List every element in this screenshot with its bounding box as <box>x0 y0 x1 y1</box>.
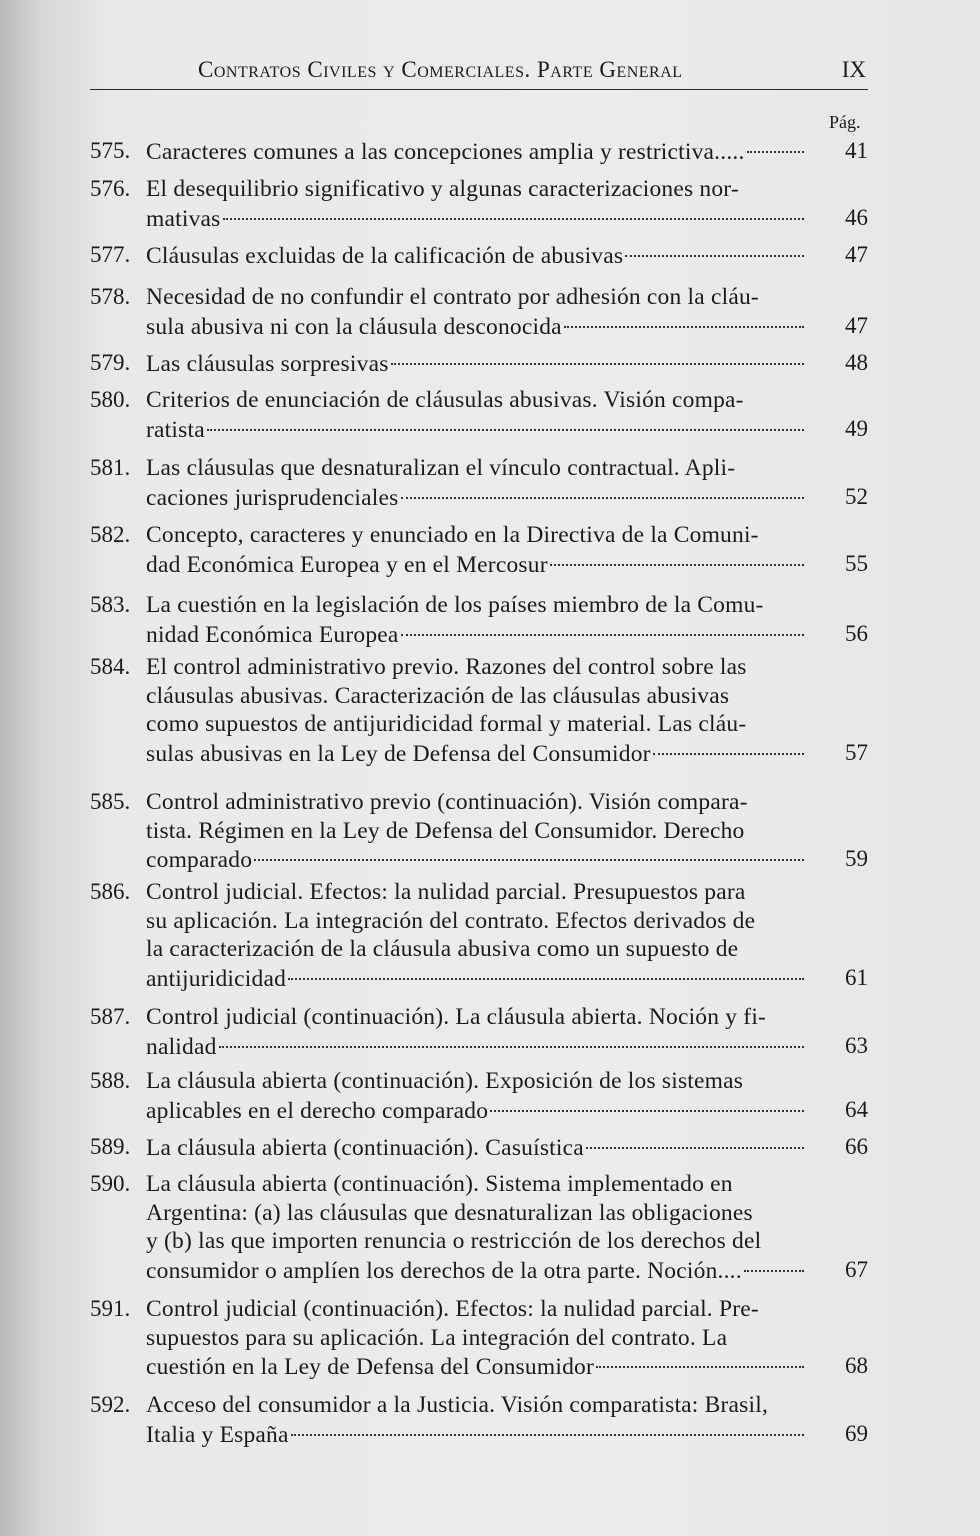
toc-entry-page: 57 <box>845 739 868 765</box>
toc-entry-page: 46 <box>845 204 868 230</box>
toc-entry-page: 52 <box>845 483 868 509</box>
toc-entry-title <box>146 349 806 378</box>
toc-entry-line: Control judicial (continuación). Efectos: la nulidad parcial. Pre- <box>146 1296 759 1322</box>
toc-entry-title <box>146 1003 806 1060</box>
toc-entry-page: 68 <box>845 1353 868 1378</box>
toc-entry-line: y (b) las que importen renuncia o restricción de los derechos del <box>146 1228 762 1254</box>
toc-entry-title <box>146 653 806 767</box>
toc-entry-line: La cláusula abierta (continuación). Sistema implementado en <box>146 1171 733 1197</box>
dot-leader <box>223 198 805 220</box>
toc-entry-line: caciones jurisprudenciales <box>146 484 399 511</box>
dot-leader <box>401 477 804 499</box>
toc-entry-title <box>146 521 806 578</box>
toc-entry-title <box>146 241 806 270</box>
toc-entry-page: 59 <box>845 846 868 871</box>
toc-entry-line: comparado <box>146 847 253 873</box>
toc-entry-line: nalidad <box>146 1033 217 1060</box>
toc-entry-line: Argentina: (a) las cláusulas que desnaturalizan las obligaciones <box>146 1199 753 1226</box>
toc-entry-title <box>146 1067 806 1124</box>
dot-leader <box>401 614 804 636</box>
toc-entry-number: 575. <box>90 138 131 163</box>
toc-entry-line: cuestión en la Ley de Defensa del Consumidor <box>146 1354 594 1380</box>
dot-leader <box>550 544 804 566</box>
toc-entry-line: consumidor o amplíen los derechos de la otra parte. Noción.... <box>146 1257 742 1284</box>
toc-entry-number: 584. <box>90 654 131 679</box>
toc-entry-number: 590. <box>90 1171 131 1196</box>
toc-entry-page: 69 <box>845 1420 868 1446</box>
toc-entry-line: Control judicial (continuación). La cláusula abierta. Noción y fi- <box>146 1004 767 1030</box>
toc-entry-title <box>146 1391 806 1448</box>
toc-entry-line: mativas <box>146 205 221 232</box>
toc-entry-number: 580. <box>90 387 131 412</box>
dot-leader <box>254 839 804 861</box>
toc-entry-line: Caracteres comunes a las concepciones amplia y restrictiva..... <box>146 139 745 165</box>
toc-entry-line: ratista <box>146 416 205 443</box>
dot-leader <box>564 306 804 328</box>
toc-entry-title <box>146 283 806 340</box>
toc-entry-line: aplicables en el derecho comparado <box>146 1097 489 1124</box>
toc-entry-line: antijuridicidad <box>146 965 287 992</box>
toc-entry-page: 56 <box>845 620 868 646</box>
dot-leader <box>625 235 804 257</box>
dot-leader <box>207 409 804 431</box>
toc-entry-line: como supuestos de antijuridicidad formal y material. Las cláu- <box>146 711 747 737</box>
toc-entry-line: Las cláusulas que desnaturalizan el vínculo contractual. Apli- <box>146 455 736 481</box>
toc-entry-line: Acceso del consumidor a la Justicia. Visión comparatista: Brasil, <box>146 1392 769 1418</box>
toc-entry-number: 589. <box>90 1134 131 1159</box>
toc-entry-line: La cuestión en la legislación de los países miembro de la Comu- <box>146 592 764 618</box>
toc-entry-line: Concepto, caracteres y enunciado en la Directiva de la Comuni- <box>146 522 759 548</box>
dot-leader <box>490 1090 804 1112</box>
toc-entry-title <box>146 1133 806 1162</box>
toc-entry-line: la caracterización de la cláusula abusiva como un supuesto de <box>146 936 739 962</box>
toc-entry-page: 61 <box>845 964 868 990</box>
toc-entry-number: 588. <box>90 1068 131 1093</box>
page-column-label: Pág. <box>829 112 861 132</box>
toc-entry-page: 47 <box>845 312 868 338</box>
running-title: Contratos Civiles y Comerciales. Parte General <box>198 57 683 82</box>
toc-entry-number: 587. <box>90 1004 131 1029</box>
toc-entry-line: dad Económica Europea y en el Mercosur <box>146 551 548 578</box>
dot-leader <box>596 1346 804 1368</box>
toc-entry-title <box>146 386 806 443</box>
dot-leader <box>391 343 804 365</box>
toc-entry-page: 48 <box>845 350 868 375</box>
toc-entry-line: El control administrativo previo. Razones del control sobre las <box>146 654 747 680</box>
dot-leader <box>586 1127 804 1149</box>
toc-entry-line: Necesidad de no confundir el contrato por adhesión con la cláu- <box>146 284 759 310</box>
toc-entry-title <box>146 454 806 511</box>
toc-entry-title <box>146 788 806 874</box>
toc-entry-number: 592. <box>90 1392 131 1417</box>
toc-entry-line: El desequilibrio significativo y algunas caracterizaciones nor- <box>146 176 739 202</box>
toc-entry-line: supuestos para su aplicación. La integración del contrato. La <box>146 1324 728 1351</box>
toc-entry-title <box>146 175 806 232</box>
toc-entry-page: 64 <box>845 1096 868 1122</box>
toc-entry-line: La cláusula abierta (continuación). Casuística <box>146 1135 584 1161</box>
toc-entry-line: cláusulas abusivas. Caracterización de las cláusulas abusivas <box>146 682 730 709</box>
toc-entry-number: 582. <box>90 522 131 547</box>
toc-entry-line: sulas abusivas en la Ley de Defensa del Consumidor <box>146 740 651 767</box>
toc-entry-line: La cláusula abierta (continuación). Exposición de los sistemas <box>146 1068 744 1094</box>
toc-entry-line: tista. Régimen en la Ley de Defensa del Consumidor. Derecho <box>146 817 745 844</box>
toc-entry-number: 581. <box>90 455 131 480</box>
toc-entry-page: 67 <box>845 1256 868 1282</box>
toc-entry-line: Control judicial. Efectos: la nulidad parcial. Presupuestos para <box>146 879 746 905</box>
toc-entry-number: 578. <box>90 284 131 309</box>
toc-entry-page: 41 <box>845 138 868 163</box>
toc-entry-title <box>146 1170 806 1284</box>
toc-entry-line: Criterios de enunciación de cláusulas abusivas. Visión compa- <box>146 387 744 413</box>
toc-entry-number: 577. <box>90 242 131 267</box>
toc-entry-line: Cláusulas excluidas de la calificación de abusivas <box>146 243 624 269</box>
toc-entry-number: 583. <box>90 592 131 617</box>
toc-entry-page: 47 <box>845 242 868 267</box>
dot-leader <box>744 1250 804 1272</box>
toc-entry-number: 585. <box>90 789 131 814</box>
toc-entry-line: Control administrativo previo (continuación). Visión compara- <box>146 789 748 815</box>
dot-leader <box>747 131 804 153</box>
toc-entry-page: 55 <box>845 550 868 576</box>
toc-entry-number: 579. <box>90 350 131 375</box>
toc-entry-line: Las cláusulas sorpresivas <box>146 351 389 377</box>
dot-leader <box>291 1414 804 1436</box>
toc-entry-title <box>146 1295 806 1381</box>
toc-entry-title <box>146 878 806 992</box>
dot-leader <box>288 958 804 980</box>
toc-entry-number: 576. <box>90 176 131 201</box>
toc-entry-page: 66 <box>845 1134 868 1159</box>
toc-entry-title <box>146 137 806 166</box>
toc-entry-page: 49 <box>845 415 868 441</box>
dot-leader <box>219 1026 804 1048</box>
dot-leader <box>653 733 804 755</box>
page-folio: IX <box>841 57 866 82</box>
toc-entry-line: sula abusiva ni con la cláusula desconocida <box>146 313 562 340</box>
toc-entry-line: su aplicación. La integración del contrato. Efectos derivados de <box>146 907 756 934</box>
toc-entry-page: 63 <box>845 1032 868 1058</box>
toc-entry-title <box>146 591 806 648</box>
toc-entry-line: Italia y España <box>146 1421 289 1448</box>
toc-entry-line: nidad Económica Europea <box>146 621 399 648</box>
toc-entry-number: 591. <box>90 1296 131 1321</box>
toc-entry-number: 586. <box>90 879 131 904</box>
